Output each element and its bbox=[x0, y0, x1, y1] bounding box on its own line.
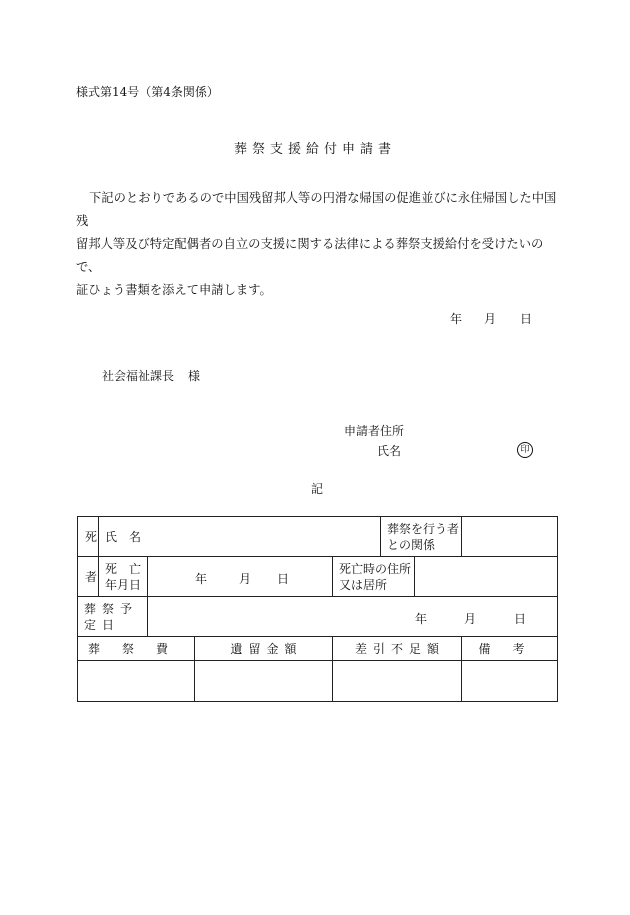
remaining-money-field[interactable] bbox=[195, 661, 333, 702]
statement-line-2: 留邦人等及び特定配偶者の自立の支援に関する法律による葬祭支援給付を受けたいので、 bbox=[76, 237, 544, 274]
remarks-field[interactable] bbox=[462, 661, 558, 702]
col-shortfall: 差引不足額 bbox=[333, 637, 462, 661]
death-year: 年 bbox=[195, 571, 208, 586]
shortfall-field[interactable] bbox=[333, 661, 462, 702]
addressee-name: 社会福祉課長 bbox=[102, 369, 175, 383]
document-title: 葬祭支援給付申請書 bbox=[233, 142, 396, 157]
funeral-date-label: 葬祭予定日 bbox=[78, 597, 148, 637]
funeral-support-table bbox=[77, 516, 558, 702]
ki-heading: 記 bbox=[311, 482, 324, 496]
form-number: 様式第14号（第4条関係） bbox=[76, 85, 219, 99]
application-date-day[interactable]: 日 bbox=[520, 312, 533, 326]
funeral-cost-field[interactable] bbox=[78, 661, 195, 702]
applicant-name-label: 氏名 bbox=[377, 444, 402, 458]
addressee bbox=[102, 370, 200, 382]
col-remaining-money: 遺留金額 bbox=[195, 637, 333, 661]
residence-field[interactable] bbox=[415, 557, 558, 597]
death-date-field[interactable] bbox=[148, 557, 333, 597]
col-remarks: 備考 bbox=[462, 637, 558, 661]
death-month: 月 bbox=[239, 571, 252, 586]
funeral-date-field[interactable] bbox=[148, 597, 558, 637]
deceased-name-label: 氏 名 bbox=[105, 529, 142, 544]
death-date-label: 死 亡 年月日 bbox=[99, 557, 148, 597]
applicant-address-label: 申請者住所 bbox=[344, 424, 405, 438]
funeral-month: 月 bbox=[464, 611, 477, 626]
funeral-year: 年 bbox=[415, 611, 428, 626]
application-date-year[interactable]: 年 bbox=[450, 312, 463, 326]
relation-label: 葬祭を行う者 との関係 bbox=[381, 517, 462, 557]
statement-line-1: 下記のとおりであるので中国残留邦人等の円滑な帰国の促進並びに永住帰国した中国残 bbox=[76, 191, 557, 228]
funeral-day: 日 bbox=[514, 611, 527, 626]
col-funeral-cost: 葬祭費 bbox=[78, 637, 195, 661]
addressee-honorific: 様 bbox=[188, 369, 201, 383]
death-day: 日 bbox=[277, 571, 290, 586]
application-statement bbox=[76, 187, 562, 302]
deceased-label-bottom: 者 bbox=[78, 557, 99, 597]
seal-icon: 印 bbox=[517, 442, 533, 458]
statement-line-3: 証ひょう書類を添えて申請します。 bbox=[76, 283, 272, 297]
deceased-name-cell[interactable] bbox=[99, 517, 381, 557]
relation-field[interactable] bbox=[462, 517, 558, 557]
residence-label: 死亡時の住所 又は居所 bbox=[333, 557, 415, 597]
application-date-month[interactable]: 月 bbox=[484, 312, 497, 326]
deceased-label-top: 死 bbox=[78, 517, 99, 557]
